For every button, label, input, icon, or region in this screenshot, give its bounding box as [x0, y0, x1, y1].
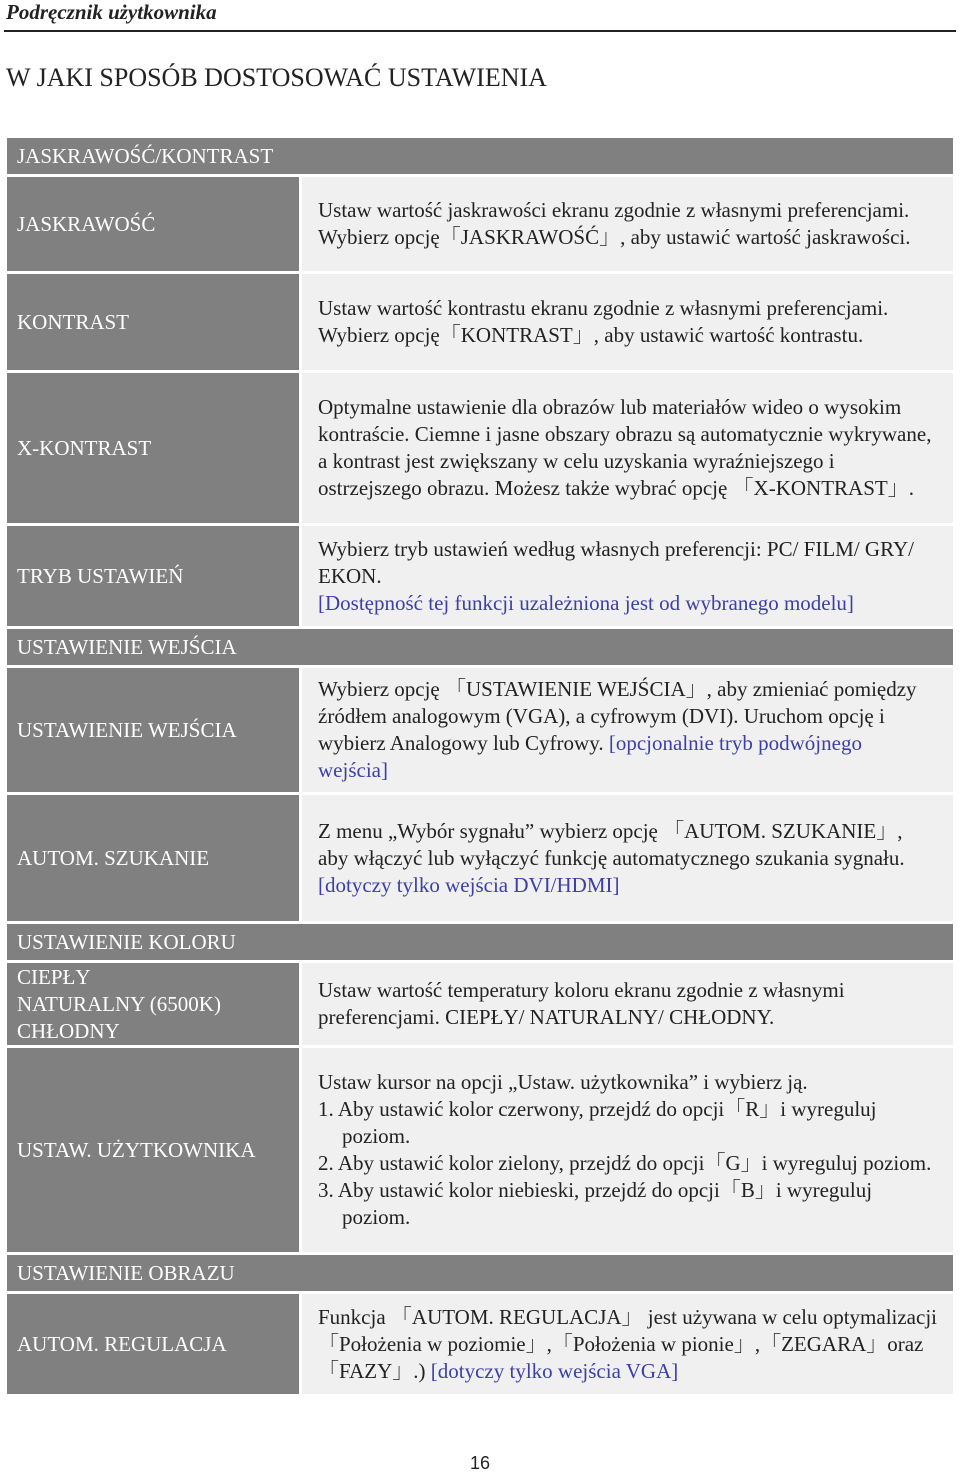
label-xcontrast: X-KONTRAST — [7, 373, 299, 523]
desc-mode-note: [Dostępność tej funkcji uzależniona jest od wybranego modelu] — [318, 590, 854, 615]
desc-user-intro: Ustaw kursor na opcji „Ustaw. użytkownika” i wybierz ją. — [318, 1070, 808, 1094]
list-item: 2. Aby ustawić kolor zielony, przejdź do opcji「G」i wyreguluj poziom. — [318, 1151, 932, 1175]
section-image: USTAWIENIE OBRAZU — [7, 1255, 953, 1291]
list-item: 3. Aby ustawić kolor niebieski, przejdź do opcji「B」i wyreguluj poziom. — [318, 1178, 873, 1229]
table-row — [7, 1294, 953, 1394]
desc-autoadjust-note: [dotyczy tylko wejścia VGA] — [430, 1358, 679, 1383]
section-color: USTAWIENIE KOLORU — [7, 924, 953, 960]
label-autoadjust: AUTOM. REGULACJA — [7, 1294, 299, 1394]
section-row — [7, 924, 953, 960]
desc-autoadjust — [302, 1294, 953, 1394]
label-contrast: KONTRAST — [7, 274, 299, 370]
section-row — [7, 629, 953, 665]
label-natural: NATURALNY (6500K) — [17, 991, 221, 1016]
table-row — [7, 177, 953, 271]
settings-table — [4, 135, 956, 1397]
desc-input-text: Wybierz opcję 「USTAWIENIE WEJŚCIA」, aby zmieniać pomiędzy źródłem analogowym (VGA), a cyfrowym (DVI). Uruchom opcję i wybierz Analogowy lub Cyfrowy. — [318, 677, 917, 755]
desc-colortemp: Ustaw wartość temperatury koloru ekranu zgodnie z własnymi preferencjami. CIEPŁY/ NATURALNY/ CHŁODNY. — [302, 963, 953, 1045]
desc-input-note: [opcjonalnie tryb podwójnego wejścia] — [318, 731, 862, 782]
table-row — [7, 795, 953, 921]
desc-contrast: Ustaw wartość kontrastu ekranu zgodnie z własnymi preferencjami. Wybierz opcję「KONTRAST」, aby ustawić wartość kontrastu. — [302, 274, 953, 370]
label-colortemp — [7, 963, 299, 1045]
desc-autoadjust-text: Funkcja 「AUTOM. REGULACJA」 jest używana w celu optymalizacji 「Położenia w poziomie」,「Położenia w pionie」,「ZEGARA」oraz「FAZY」.) — [318, 1304, 937, 1383]
table-row — [7, 668, 953, 792]
label-input: USTAWIENIE WEJŚCIA — [7, 668, 299, 792]
desc-input — [302, 668, 953, 792]
desc-autosearch-text: Z menu „Wybór sygnału” wybierz opcję 「AUTOM. SZUKANIE」, aby włączyć lub wyłączyć funkcję automatycznego szukania sygnału. — [318, 818, 905, 870]
desc-xcontrast: Optymalne ustawienie dla obrazów lub materiałów wideo o wysokim kontraście. Ciemne i jasne obszary obrazu są automatycznie wykrywane, a kontrast jest zwiększany w celu uzyskania wyraźniejszego i ostrzejszego obrazu. Możesz także wybrać opcję 「X-KONTRAST」. — [302, 373, 953, 523]
desc-user — [302, 1048, 953, 1252]
label-brightness: JASKRAWOŚĆ — [7, 177, 299, 271]
section-input: USTAWIENIE WEJŚCIA — [7, 629, 953, 665]
header-divider — [4, 30, 956, 32]
user-steps — [318, 1096, 937, 1231]
list-item: 1. Aby ustawić kolor czerwony, przejdź do opcji「R」i wyreguluj poziom. — [318, 1097, 877, 1148]
page-number: 16 — [469, 1453, 491, 1473]
section-row — [7, 138, 953, 174]
page-title: W JAKI SPOSÓB DOSTOSOWAĆ USTAWIENIA — [6, 63, 547, 92]
desc-mode-text: Wybierz tryb ustawień według własnych preferencji: PC/ FILM/ GRY/ EKON. — [318, 536, 914, 588]
label-mode: TRYB USTAWIEŃ — [7, 526, 299, 626]
label-cool: CHŁODNY — [17, 1018, 120, 1043]
table-row — [7, 1048, 953, 1252]
label-warm: CIEPŁY — [17, 964, 91, 989]
table-row — [7, 274, 953, 370]
table-row — [7, 963, 953, 1045]
label-user: USTAW. UŻYTKOWNIKA — [7, 1048, 299, 1252]
desc-mode — [302, 526, 953, 626]
header-title: Podręcznik użytkownika — [6, 0, 217, 24]
section-row — [7, 1255, 953, 1291]
table-row — [7, 373, 953, 523]
desc-autosearch — [302, 795, 953, 921]
desc-autosearch-note: [dotyczy tylko wejścia DVI/HDMI] — [318, 872, 620, 897]
desc-brightness: Ustaw wartość jaskrawości ekranu zgodnie z własnymi preferencjami. Wybierz opcję「JASKRAWOŚĆ」, aby ustawić wartość jaskrawości. — [302, 177, 953, 271]
label-autosearch: AUTOM. SZUKANIE — [7, 795, 299, 921]
table-row — [7, 526, 953, 626]
section-brightness-contrast: JASKRAWOŚĆ/KONTRAST — [7, 138, 953, 174]
